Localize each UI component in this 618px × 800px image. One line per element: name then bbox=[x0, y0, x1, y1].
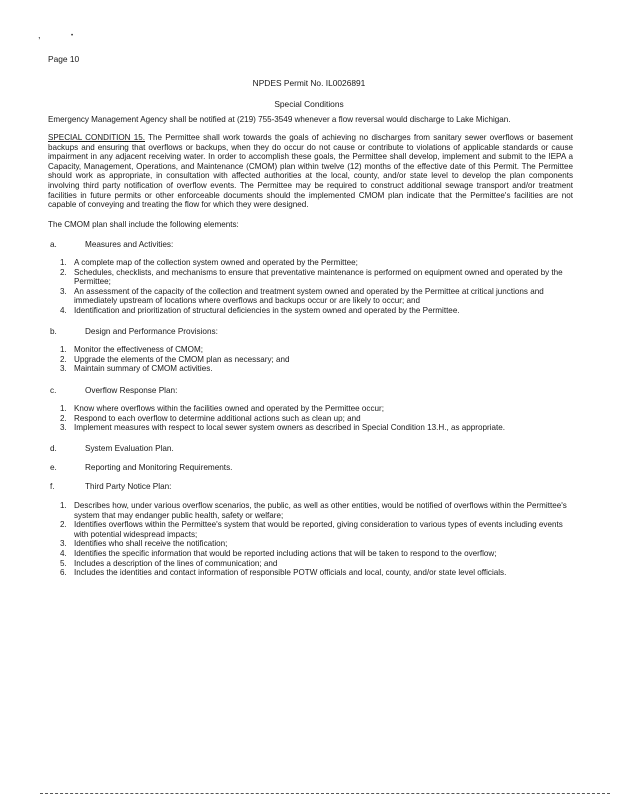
list-item: 4. Identifies the specific information that would be reported including actions that will be taken to respond to the overflow; bbox=[60, 548, 497, 558]
section-title: Third Party Notice Plan: bbox=[85, 482, 172, 491]
section-letter: e. bbox=[50, 463, 57, 472]
permit-number-heading: NPDES Permit No. IL0026891 bbox=[252, 78, 366, 88]
list-item: 1. Know where overflows within the facilities owned and operated by the Permittee occur; bbox=[60, 404, 384, 413]
section-letter: b. bbox=[50, 327, 57, 336]
section-letter: d. bbox=[50, 444, 57, 453]
section-b-list bbox=[60, 345, 572, 374]
scan-mark-right: • bbox=[71, 33, 74, 39]
section-c-list bbox=[60, 404, 572, 433]
special-conditions-heading: Special Conditions bbox=[274, 99, 344, 109]
list-item: 3. Identifies who shall receive the notification; bbox=[60, 539, 228, 549]
list-item: 1. Monitor the effectiveness of CMOM; bbox=[60, 345, 203, 354]
list-item: 5. Includes a description of the lines of communication; and bbox=[60, 558, 278, 568]
list-item: 1. A complete map of the collection system owned and operated by the Permittee; bbox=[60, 258, 358, 267]
list-item: 4. Identification and prioritization of structural deficiencies in the system owned and operated by the Permittee. bbox=[60, 305, 460, 315]
list-item: 3. Implement measures with respect to local sewer system owners as described in Special Condition 13.H., as appropriate. bbox=[60, 423, 505, 433]
section-letter: c. bbox=[50, 386, 57, 395]
section-f-list bbox=[60, 501, 572, 578]
section-title: Measures and Activities: bbox=[85, 240, 174, 249]
list-item: 3. An assessment of the capacity of the collection and treatment system owned and operated by the Permittee at critical junctions and immediately upstream of locations where overflows and backups occur or are likely to occur; and bbox=[60, 286, 544, 306]
section-letter: a. bbox=[50, 240, 57, 249]
list-item: 3. Maintain summary of CMOM activities. bbox=[60, 364, 213, 374]
section-letter: f. bbox=[50, 482, 55, 491]
section-a-list bbox=[60, 258, 572, 316]
list-item: 6. Includes the identities and contact information of responsible POTW officials and local, county, and/or state level officials. bbox=[60, 568, 507, 578]
list-item: 1. Describes how, under various overflow scenarios, the public, as well as other entities, would be notified of overflows within the Permittee's system that may endanger public health, safety or welfare; bbox=[60, 501, 567, 520]
section-title: Design and Performance Provisions: bbox=[85, 327, 218, 336]
scan-mark-left: , bbox=[38, 30, 41, 40]
section-title: Reporting and Monitoring Requirements. bbox=[85, 463, 233, 472]
intro-paragraph: Emergency Management Agency shall be notified at (219) 755-3549 whenever a flow reversal would discharge to Lake Michigan. bbox=[48, 115, 511, 124]
section-title: Overflow Response Plan: bbox=[85, 386, 178, 395]
page-bottom-edge bbox=[40, 793, 610, 794]
list-item: 2. Schedules, checklists, and mechanisms to ensure that preventative maintenance is performed on equipment owned and operated by the Permittee; bbox=[60, 267, 563, 287]
special-condition-label: SPECIAL CONDITION 15. bbox=[48, 133, 145, 142]
special-condition-15-paragraph bbox=[48, 133, 573, 210]
page-number: Page 10 bbox=[48, 54, 80, 64]
special-condition-text: The Permittee shall work towards the goals of achieving no discharges from sanitary sewer overflows or basement backups and ensuring that overflows or backups, when they do occur do not cause or contribute to violations of applicable standards or cause impairment in any adjacent receiving water. In order to accomplish these goals, the Permittee shall develop, implement and submit to the IEPA a Capacity, Management, Operations, and Maintenance (CMOM) plan within twelve (12) months of the effective date of this Permit. The Permittee should work as appropriate, in consultation with affected authorities at the local, county, and/or state level to develop the plan components involving third party notification of overflow events. The Permittee may be required to construct additional sewage transport and/or treatment facilities in future permits or other enforceable documents should the implemented CMOM plan indicate that the Permittee's facilities are not capable of conveying and treating the flow for which they were designed. bbox=[48, 133, 573, 210]
list-item: 2. Respond to each overflow to determine additional actions such as clean up; and bbox=[60, 413, 361, 423]
cmom-plan-intro: The CMOM plan shall include the following elements: bbox=[48, 220, 239, 229]
section-title: System Evaluation Plan. bbox=[85, 444, 174, 453]
list-item: 2. Upgrade the elements of the CMOM plan as necessary; and bbox=[60, 354, 290, 364]
list-item: 2. Identifies overflows within the Permittee's system that would be reported, giving consideration to various types of events including events with potential widespread impacts; bbox=[60, 520, 563, 539]
